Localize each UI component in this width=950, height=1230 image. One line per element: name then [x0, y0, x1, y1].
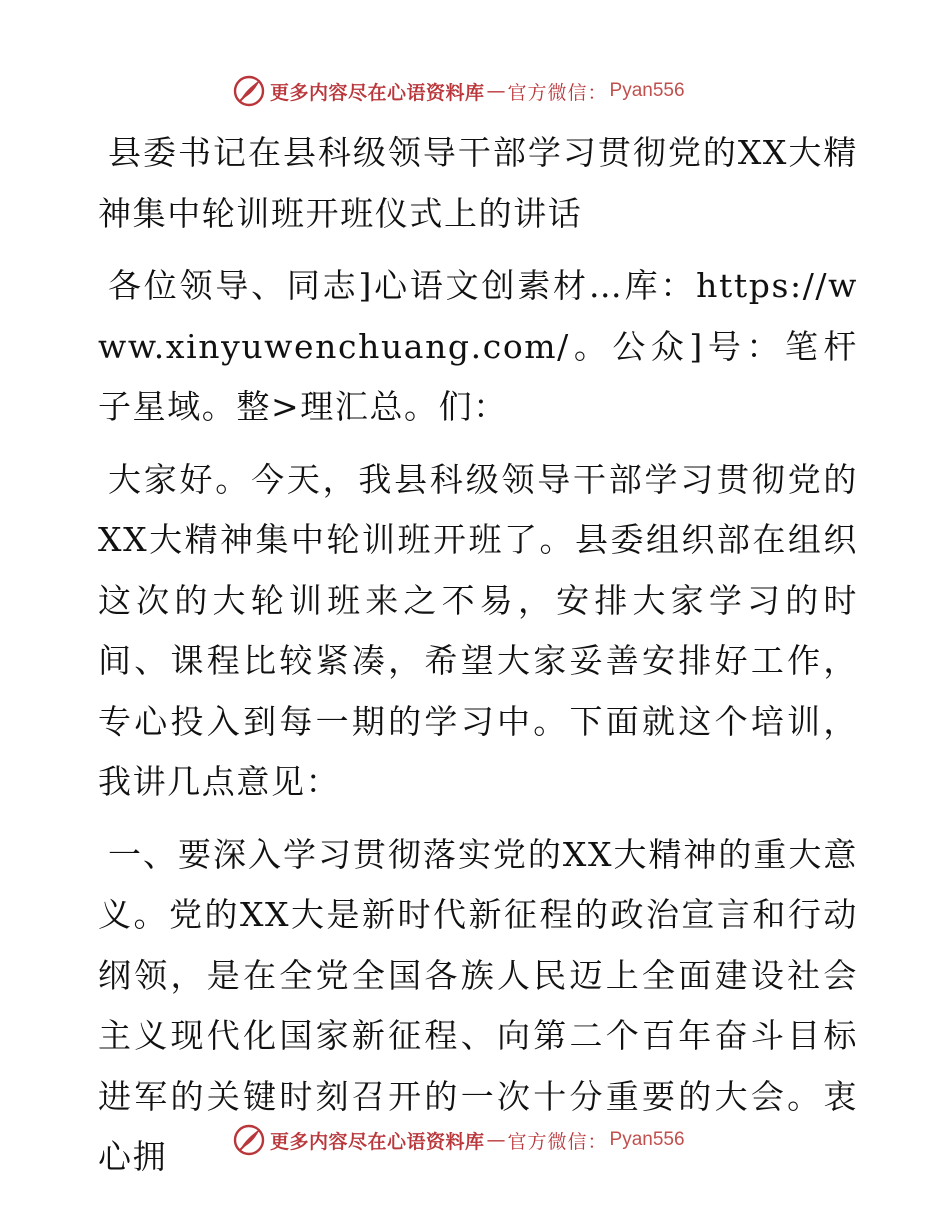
- banner-main-text: 更多内容尽在心语资料库: [270, 81, 485, 104]
- body-paragraph-2: 一、要深入学习贯彻落实党的XX大精神的重大意义。党的XX大是新时代新征程的政治宣言和行动纲领，是在全党全国各族人民迈上全面建设社会主义现代化国家新征程、向第二个百年奋斗目标进军的关键时刻召开的一次十分重要的大会。衷心拥: [98, 834, 858, 1176]
- quill-pen-logo-icon: [232, 1123, 266, 1157]
- banner-wechat-id: Pyan556: [609, 1129, 685, 1150]
- banner-wechat-label: 官方微信：: [507, 1130, 608, 1153]
- salutation-paragraph: 各位领导、同志]心语文创素材…库：https://www.xinyuwenchuang.com/。公众]号：笔杆子星域。整>理汇总。们：: [98, 266, 858, 426]
- footer-banner: [232, 1122, 685, 1158]
- body-paragraph-1: 大家好。今天，我县科级领导干部学习贯彻党的XX大精神集中轮训班开班了。县委组织部在组织这次的大轮训班来之不易，安排大家学习的时间、课程比较紧凑，希望大家妥善安排好工作，专心投入到每一期的学习中。下面就这个培训，我讲几点意见：: [98, 459, 858, 801]
- document-title: 县委书记在县科级领导干部学习贯彻党的XX大精神集中轮训班开班仪式上的讲话: [98, 133, 858, 233]
- header-banner: [232, 73, 685, 109]
- banner-dash: —: [486, 1129, 506, 1151]
- document-body: [98, 123, 858, 1188]
- quill-pen-logo-icon: [232, 74, 266, 108]
- banner-wechat-id: Pyan556: [609, 80, 685, 101]
- banner-dash: —: [486, 80, 506, 102]
- banner-main-text: 更多内容尽在心语资料库: [270, 1130, 485, 1153]
- banner-wechat-label: 官方微信：: [507, 81, 608, 104]
